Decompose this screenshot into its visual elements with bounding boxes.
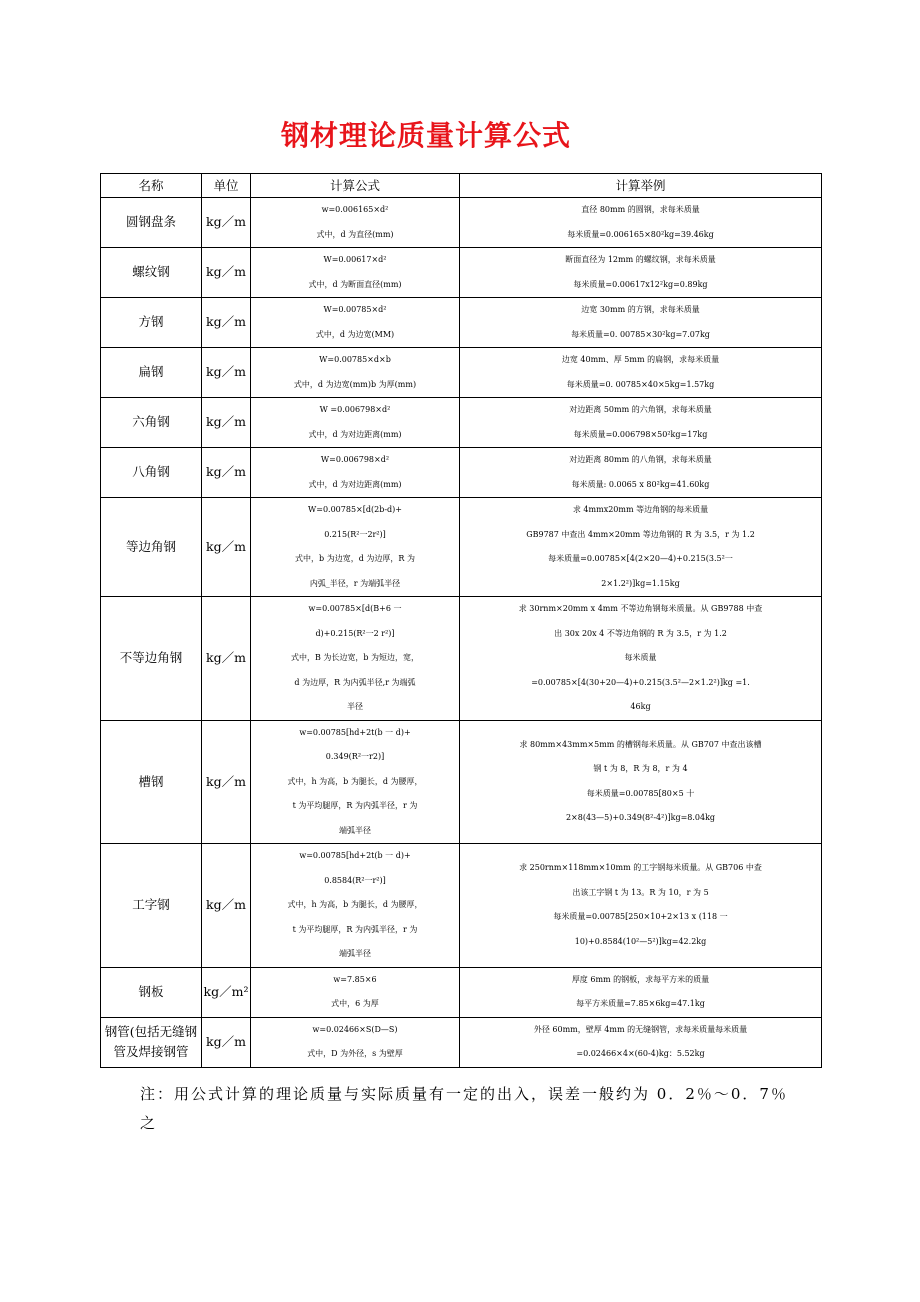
example-line: 求 4mmx20mm 等边角钢的每米质量: [572, 505, 709, 514]
formula-line: d 为边厚，R 为内弧半径,r 为端弧: [294, 677, 416, 687]
example-line: 每米质量: [624, 653, 657, 662]
unit-cell: kg／m: [202, 1017, 251, 1067]
steel-name-cell: 不等边角钢: [101, 597, 202, 721]
formula-line: 式中，h 为高，b 为腿长，d 为腰厚，: [287, 900, 423, 909]
formula-line: 式中，d 为对边距离(mm): [308, 479, 402, 489]
formula-line: w=0.006165×d²: [321, 205, 389, 214]
example-line: 每米质量=0.006798×50²kg=17kg: [573, 429, 708, 439]
unit-cell: kg／m: [202, 597, 251, 721]
unit-cell: kg／m²: [202, 967, 251, 1017]
steel-name-cell: 工字钢: [101, 844, 202, 968]
formula-cell: [251, 448, 460, 498]
formula-line: t 为平均腿厚，R 为内弧半径，r 为: [292, 924, 418, 934]
example-line: 2×1.2²)]kg=1.15kg: [601, 578, 680, 588]
formula-line: w=0.00785[hd+2t(b 一 d)+: [299, 727, 411, 737]
example-line: 求 250rnm×118mm×10mm 的工字钢每米质量。从 GB706 中查: [519, 863, 762, 873]
formula-cell: [251, 248, 460, 298]
table-row: [101, 248, 822, 298]
table-row: [101, 298, 822, 348]
example-line: 出 30x 20x 4 不等边角钢的 R 为 3.5，r 为 1.2: [554, 628, 727, 638]
example-cell: [460, 597, 822, 721]
formula-line: 式中，D 为外径，s 为壁厚: [307, 1049, 403, 1058]
unit-cell: kg／m: [202, 198, 251, 248]
example-cell: [460, 248, 822, 298]
steel-name-cell: 方钢: [101, 298, 202, 348]
header-formula: 计算公式: [251, 174, 460, 198]
formula-cell: [251, 844, 460, 968]
steel-name-cell: 槽钢: [101, 720, 202, 844]
formula-line: 式中，B 为长边宽，b 为短边，宽，: [290, 653, 420, 662]
steel-weight-table: [100, 173, 822, 1068]
formula-line: 式中，d 为断面直径(mm): [308, 279, 402, 289]
formula-line: 端弧半径: [339, 949, 371, 958]
example-line: 边宽 30mm 的方钢，求每米质量: [581, 305, 700, 314]
steel-name-cell: 圆钢盘条: [101, 198, 202, 248]
example-line: =0.02466×4×(60-4)kg：5.52kg: [576, 1049, 705, 1058]
formula-line: w=0.00785×[d(B+6 一: [308, 604, 402, 613]
example-line: 每米质量: 0.0065 x 80²kg=41.60kg: [571, 479, 710, 489]
formula-line: d)+0.215(R²一2 r²)]: [315, 628, 395, 638]
table-header-row: [101, 174, 822, 198]
formula-cell: [251, 398, 460, 448]
formula-line: w=7.85×6: [333, 974, 377, 984]
formula-line: W =0.006798×d²: [319, 405, 391, 414]
steel-name-cell: 等边角钢: [101, 498, 202, 597]
example-cell: [460, 348, 822, 398]
example-line: 每米质量=0.00617x12²kg=0.89kg: [573, 279, 708, 289]
example-cell: [460, 967, 822, 1017]
example-line: 10)+0.8584(10²—5²)]kg=42.2kg: [574, 936, 707, 946]
example-line: 每米质量=0. 00785×30²kg=7.07kg: [571, 329, 710, 339]
formula-line: W=0.006798×d²: [320, 455, 390, 464]
example-line: 边宽 40mm、厚 5mm 的扁钢，求每米质量: [561, 355, 720, 364]
formula-line: W=0.00785×d²: [323, 305, 387, 314]
formula-line: 式中，h 为高，b 为腿长，d 为腰厚，: [287, 776, 423, 786]
table-row: [101, 198, 822, 248]
example-line: 钢 t 为 8，R 为 8，r 为 4: [593, 764, 688, 774]
formula-line: 0.8584(R²一r²)]: [324, 875, 386, 885]
formula-cell: [251, 720, 460, 844]
formula-line: 式中，d 为对边距离(mm): [308, 429, 402, 439]
table-row: [101, 1017, 822, 1067]
unit-cell: kg／m: [202, 398, 251, 448]
steel-name-cell: 八角钢: [101, 448, 202, 498]
example-line: 直径 80mm 的圆钢，求每米质量: [581, 205, 700, 214]
table-row: [101, 348, 822, 398]
unit-cell: kg／m: [202, 720, 251, 844]
unit-cell: kg／m: [202, 844, 251, 968]
example-line: GB9787 中查出 4mm×20mm 等边角钢的 R 为 3.5，r 为 1.2: [526, 529, 755, 539]
formula-line: 0.349(R²一r2)]: [325, 752, 385, 761]
formula-line: W=0.00785×[d(2b-d)+: [308, 505, 402, 514]
formula-line: W=0.00785×d×b: [319, 355, 391, 364]
steel-name-cell: 钢管(包括无缝钢管及焊接钢管: [101, 1017, 202, 1067]
table-row: [101, 597, 822, 721]
formula-cell: [251, 298, 460, 348]
formula-line: 半径: [347, 702, 363, 711]
example-cell: [460, 498, 822, 597]
unit-cell: kg／m: [202, 298, 251, 348]
formula-cell: [251, 1017, 460, 1067]
formula-line: 式中，6 为厚: [331, 999, 379, 1008]
example-line: 外径 60mm，壁厚 4mm 的无缝钢管，求每米质量每米质量: [533, 1024, 748, 1034]
example-cell: [460, 844, 822, 968]
formula-line: 式中，d 为边宽(MM): [315, 329, 395, 339]
table-row: [101, 720, 822, 844]
header-example: 计算举例: [460, 174, 822, 198]
formula-line: 式中，d 为直径(mm): [316, 229, 394, 239]
formula-cell: [251, 198, 460, 248]
example-line: 厚度 6mm 的钢板，求每平方米的质量: [571, 974, 710, 984]
formula-line: w=0.00785[hd+2t(b 一 d)+: [299, 851, 411, 860]
unit-cell: kg／m: [202, 248, 251, 298]
footnote: 注：用公式计算的理论质量与实际质量有一定的出入，误差一般约为 0．2％～0．7％之: [140, 1085, 788, 1132]
table-row: [101, 498, 822, 597]
example-line: 对边距离 50mm 的六角钢，求每米质量: [569, 405, 712, 414]
example-line: 46kg: [630, 702, 651, 711]
example-line: 每米质量=0.00785×[4(2×20—4)+0.215(3.5²一: [548, 554, 733, 563]
steel-name-cell: 螺纹钢: [101, 248, 202, 298]
example-cell: [460, 720, 822, 844]
formula-cell: [251, 967, 460, 1017]
steel-name-cell: 扁钢: [101, 348, 202, 398]
steel-name-cell: 钢板: [101, 967, 202, 1017]
steel-name-cell: 六角钢: [101, 398, 202, 448]
formula-line: 0.215(R²一2r²)]: [324, 529, 386, 539]
example-cell: [460, 398, 822, 448]
unit-cell: kg／m: [202, 348, 251, 398]
example-cell: [460, 1017, 822, 1067]
formula-line: w=0.02466×S(D—S): [312, 1024, 398, 1034]
table-row: [101, 398, 822, 448]
formula-line: 式中，b 为边宽，d 为边厚，R 为: [295, 554, 415, 563]
example-line: 求 30rnm×20mm x 4mm 不等边角钢每米质量。从 GB9788 中查: [518, 604, 763, 613]
formula-cell: [251, 498, 460, 597]
formula-line: t 为平均腿厚，R 为内弧半径，r 为: [292, 801, 418, 810]
table-row: [101, 967, 822, 1017]
example-line: 对边距离 80mm 的八角钢，求每米质量: [569, 455, 712, 464]
formula-cell: [251, 348, 460, 398]
table-row: [101, 844, 822, 968]
document-title: 钢材理论质量计算公式: [280, 119, 571, 152]
header-name: 名称: [101, 174, 202, 198]
formula-line: 内弧_半径，r 为端弧半径: [309, 578, 401, 588]
formula-line: W=0.00617×d²: [323, 255, 387, 264]
formula-line: 端弧半径: [339, 825, 371, 835]
formula-line: 式中，d 为边宽(mm)b 为厚(mm): [293, 379, 417, 389]
unit-cell: kg／m: [202, 448, 251, 498]
formula-cell: [251, 597, 460, 721]
header-unit: 单位: [202, 174, 251, 198]
example-line: 求 80mm×43mm×5mm 的槽钢每米质量。从 GB707 中查出该槽: [519, 739, 762, 749]
example-line: 断面直径为 12mm 的螺纹钢，求每米质量: [565, 255, 716, 264]
example-cell: [460, 198, 822, 248]
example-line: 出该工字钢 t 为 13。R 为 10，r 为 5: [572, 887, 709, 897]
example-cell: [460, 448, 822, 498]
example-cell: [460, 298, 822, 348]
example-line: 每米质量=0.00785[80×5 十: [586, 788, 695, 798]
example-line: 2×8(43—5)+0.349(8²-4²)]kg=8.04kg: [565, 813, 716, 823]
example-line: =0.00785×[4(30+20—4)+0.215(3.5²—2×1.2²)]kg =1.: [531, 677, 750, 687]
unit-cell: kg／m: [202, 498, 251, 597]
example-line: 每米质量=0.00785[250×10+2×13 x (118 一: [553, 912, 728, 922]
table-row: [101, 448, 822, 498]
example-line: 每平方米质量=7.85×6kg=47.1kg: [576, 999, 705, 1008]
example-line: 每米质量=0.006165×80²kg=39.46kg: [567, 229, 714, 239]
example-line: 每米质量=0. 00785×40×5kg=1.57kg: [566, 379, 715, 389]
